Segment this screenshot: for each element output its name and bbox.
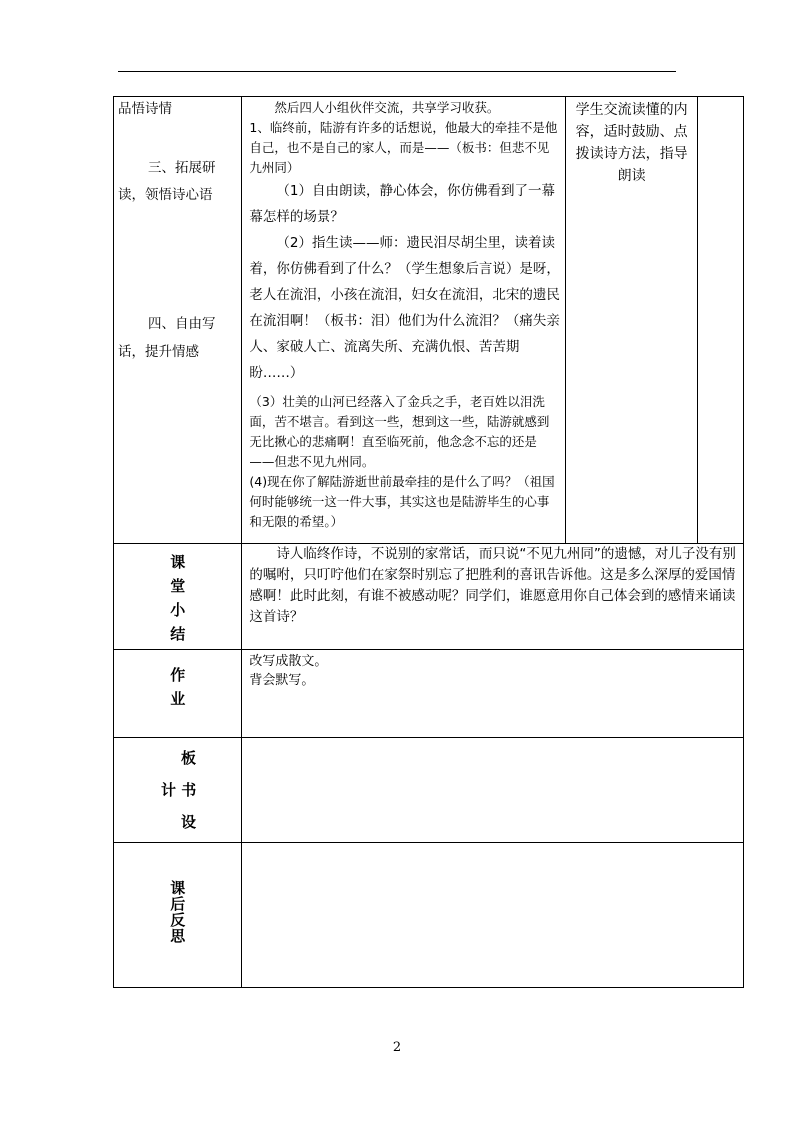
board-row [114, 738, 744, 843]
section3-label-line2: 读，领悟诗心语 [118, 187, 213, 203]
section4-label-line2: 话，提升情感 [118, 344, 199, 360]
notes-cell [697, 97, 743, 544]
homework-row [114, 650, 744, 738]
paragraph-item1-3: （3）壮美的山河已经落入了金兵之手，老百姓以泪洗面，苦不堪言。看到这一些，想到这一些，陆游就感到无比揪心的悲痛啊！直至临死前，他念念不忘的还是——但悲不见九州同。 [249, 394, 550, 469]
summary-label-char: 小 [170, 601, 186, 619]
homework-item: 背会默写。 [249, 673, 315, 688]
activity-row [114, 97, 744, 544]
board-label-line2: 计 书 [161, 781, 197, 799]
paragraph-item1-4: (4)现在你了解陆游逝世前最牵挂的是什么了吗？（祖国何时能够统一这一件大事，其实这也是陆游毕生的心事和无限的希望。） [249, 474, 555, 529]
board-content-cell [242, 738, 744, 843]
summary-label-char: 结 [170, 625, 186, 643]
reflection-label [114, 843, 241, 944]
activity-main-cell [242, 97, 566, 544]
lesson-plan-table [113, 96, 744, 988]
board-label-cell [114, 738, 242, 843]
board-label-line1: 板 [181, 749, 197, 767]
section3-label-line1: 三、拓展研 [148, 160, 216, 176]
reflection-row [114, 843, 744, 988]
header-rule [118, 71, 676, 72]
board-label [114, 738, 241, 842]
homework-label-cell [114, 650, 242, 738]
homework-label [114, 650, 241, 711]
section-label-top: 品悟诗情 [118, 101, 172, 117]
summary-text-cell [242, 544, 744, 650]
student-activity-text: 学生交流读懂的内容，适时鼓励、点拨读诗方法，指导朗读 [575, 102, 688, 184]
activity-left-cell [114, 97, 242, 544]
reflection-label-char: 后 [170, 895, 186, 913]
reflection-label-char: 反 [170, 911, 186, 929]
student-activity-cell [566, 97, 697, 544]
homework-text-cell [242, 650, 744, 738]
board-label-line3: 设 [181, 813, 197, 831]
summary-label-char: 堂 [170, 577, 186, 595]
summary-text: 诗人临终作诗，不说别的家常话，而只说“不见九州同”的遗憾，对儿子没有别的嘱咐，只叮咛他们在家祭时别忘了把胜利的喜讯告诉他。这是多么深厚的爱国情感啊！此时此刻，有谁不被感动呢？同学们，谁愿意用你自己体会到的感情来诵读这首诗？ [249, 546, 736, 625]
summary-label-cell [114, 544, 242, 650]
paragraph-item1-1: （1）自由朗读，静心体会，你仿佛看到了一幕幕怎样的场景？ [249, 183, 555, 225]
homework-label-char: 作 [170, 666, 186, 684]
reflection-content-cell [242, 843, 744, 988]
summary-row [114, 544, 744, 650]
paragraph-item1-2: （2）指生读——师：遗民泪尽胡尘里，读着读着，你仿佛看到了什么？（学生想象后言说）是呀，老人在流泪，小孩在流泪，妇女在流泪，北宋的遗民在流泪啊！（板书：泪）他们为什么流泪？（痛失亲人、家破人亡、流离失所、充满仇恨、苦苦期盼……） [249, 235, 560, 381]
reflection-label-char: 课 [170, 879, 186, 897]
summary-label [114, 544, 241, 646]
paragraph-item1: 1、临终前，陆游有许多的话想说，他最大的牵挂不是他自己，也不是自己的家人，而是——（板书：但悲不见九州同） [249, 120, 558, 175]
page-number: 2 [392, 1040, 402, 1055]
reflection-label-char: 思 [170, 927, 186, 945]
homework-item: 改写成散文。 [249, 654, 328, 669]
summary-label-char: 课 [170, 553, 186, 571]
section4-label-line1: 四、自由写 [148, 316, 216, 332]
homework-label-char: 业 [170, 690, 186, 708]
reflection-label-cell [114, 843, 242, 988]
paragraph-intro: 然后四人小组伙伴交流，共享学习收获。 [274, 100, 500, 115]
